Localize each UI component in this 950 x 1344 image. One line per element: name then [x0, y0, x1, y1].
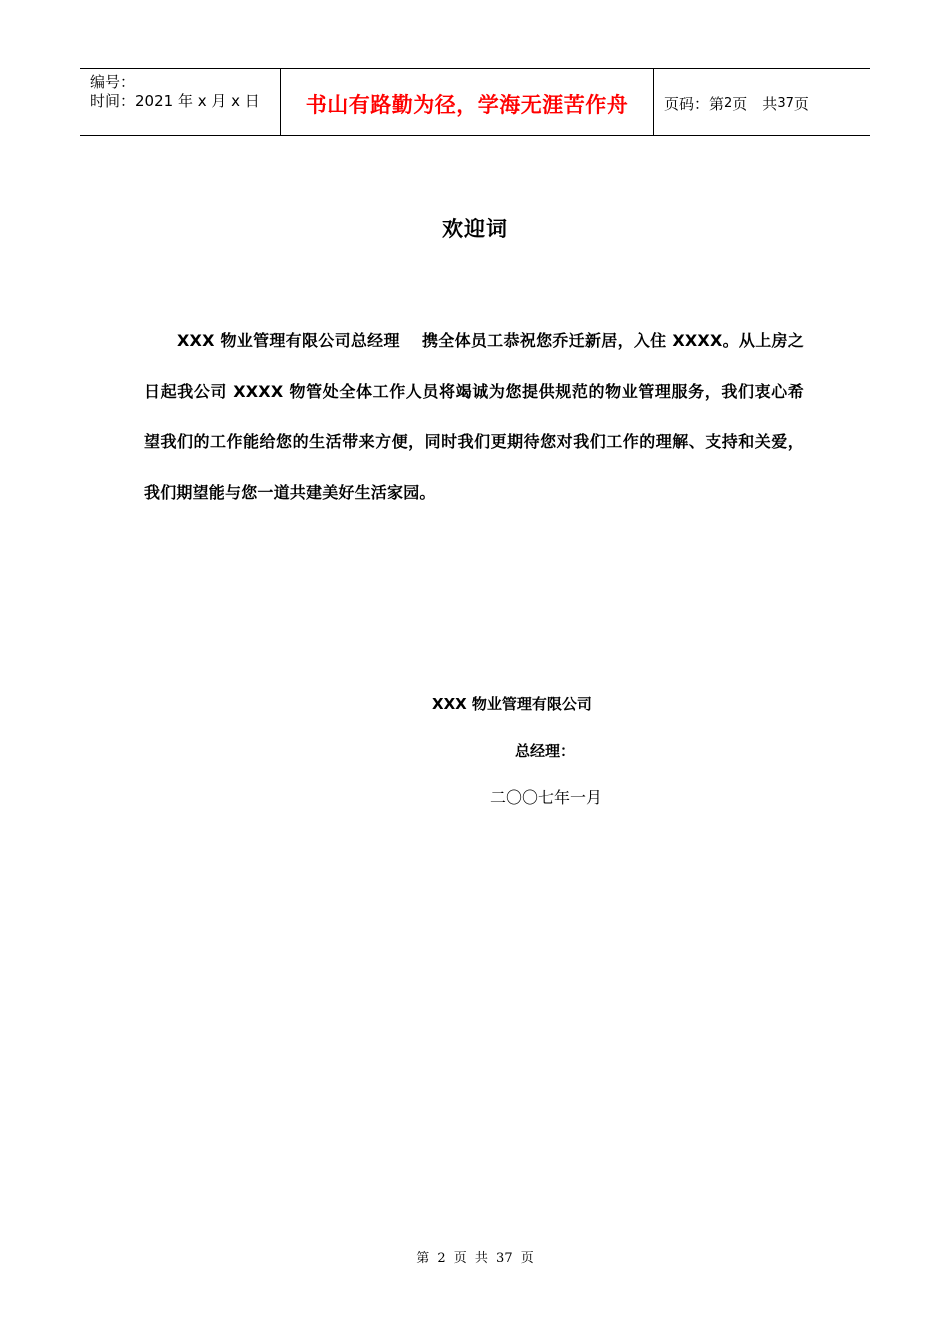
- signature-company: XXX 物业管理有限公司: [432, 695, 592, 713]
- document-title: 欢迎词: [442, 217, 508, 241]
- signature-date: 二〇〇七年一月: [490, 788, 603, 807]
- header-motto-cell: [281, 69, 654, 135]
- document-date-label: 时间：2021 年 x 月 x 日: [90, 92, 260, 110]
- document-number-label: 编号：: [90, 73, 136, 91]
- page-current: 2: [724, 95, 733, 111]
- page-label-suffix: 页: [793, 94, 809, 113]
- header-motto: 书山有路勤为径，学海无涯苦作舟: [305, 93, 629, 117]
- page-label-prefix: 页码：第: [664, 94, 725, 113]
- signature-title: 总经理：: [515, 742, 576, 760]
- welcome-paragraph: XXX 物业管理有限公司总经理 携全体员工恭祝您乔迁新居，入住 XXXX。从上房之日起我公司 XXXX 物管处全体工作人员将竭诚为您提供规范的物业管理服务，我们衷心希望我们的工作能给您的生活带来方便，同时我们更期待您对我们工作的理解、支持和关爱，我们期望能与您一道共建美好生活家园。: [144, 331, 804, 502]
- header-table: [80, 68, 870, 136]
- page-label-mid: 页 共: [732, 94, 778, 113]
- page-total: 37: [777, 95, 794, 111]
- header-page-cell: [654, 69, 870, 135]
- header-info-cell: [80, 69, 281, 135]
- page-footer: 第 2 页 共 37 页: [416, 1251, 534, 1266]
